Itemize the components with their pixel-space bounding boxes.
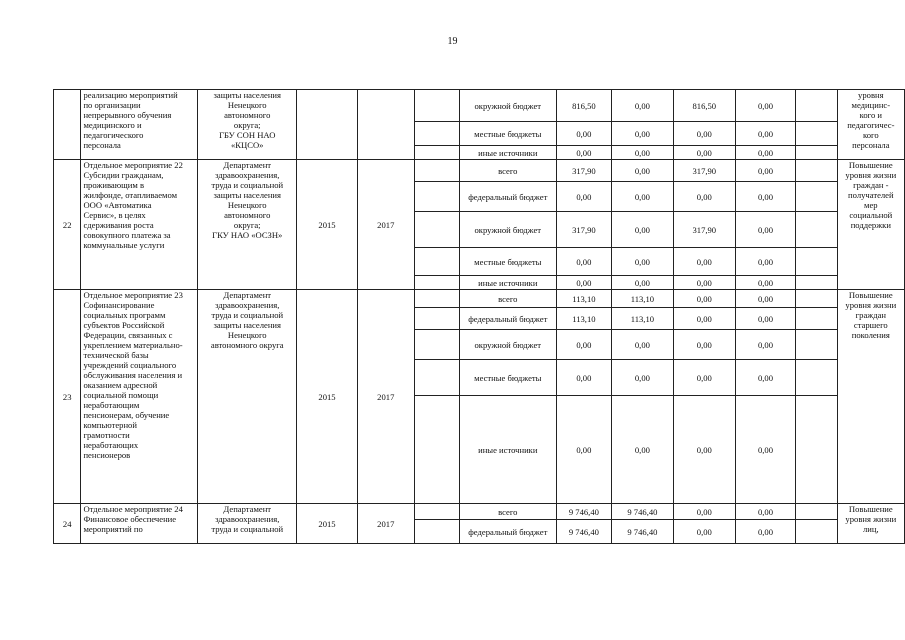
spacer-cell	[796, 146, 837, 160]
spacer-cell	[796, 90, 837, 122]
funding-total: 0,00	[556, 182, 611, 212]
executor-line: труда и социальной	[211, 180, 284, 190]
spacer-cell	[415, 290, 460, 308]
activity-description-line: Отдельное мероприятие 22	[83, 160, 183, 170]
executor-line: труда и социальной	[211, 524, 284, 534]
funding-2016: 816,50	[673, 90, 735, 122]
activity-description-line: укреплением материально-	[83, 340, 183, 350]
spacer-cell	[415, 146, 460, 160]
expected-result	[837, 90, 904, 160]
funding-total: 0,00	[556, 248, 611, 276]
end-year: 2017	[357, 290, 415, 504]
activity-description-line: неработающим	[83, 400, 140, 410]
funding-source: всего	[459, 504, 556, 520]
funding-2016: 317,90	[673, 212, 735, 248]
funding-2015: 0,00	[611, 248, 673, 276]
funding-2016: 0,00	[673, 520, 735, 544]
spacer-cell	[415, 504, 460, 520]
end-year: 2017	[357, 160, 415, 290]
activity-description-line: пенсионерам, обучение	[83, 410, 170, 420]
funding-total: 0,00	[556, 360, 611, 396]
activity-description-line: неработающих	[83, 440, 139, 450]
funding-2015: 0,00	[611, 212, 673, 248]
executor-line: Ненецкого	[227, 200, 267, 210]
funding-2016: 0,00	[673, 146, 735, 160]
expected-result-line: мер	[864, 200, 878, 210]
table-body	[54, 90, 905, 544]
spacer-cell	[415, 90, 460, 122]
funding-2015: 113,10	[611, 308, 673, 330]
funding-2016: 0,00	[673, 504, 735, 520]
funding-2015: 0,00	[611, 182, 673, 212]
funding-2016: 0,00	[673, 276, 735, 290]
executor-line: Департамент	[223, 290, 272, 300]
executor-line: Департамент	[223, 160, 272, 170]
expected-result-line: уровня	[858, 90, 884, 100]
funding-2016: 0,00	[673, 122, 735, 146]
activity-description-line: Федерации, связанных с	[83, 330, 173, 340]
funding-2017: 0,00	[735, 122, 796, 146]
spacer-cell	[415, 360, 460, 396]
executor-line: защиты населения	[213, 90, 281, 100]
funding-2016: 0,00	[673, 248, 735, 276]
expected-result-line: Повышение	[848, 504, 893, 514]
executor-line: округа;	[233, 120, 261, 130]
funding-2017: 0,00	[735, 308, 796, 330]
spacer-cell	[796, 290, 837, 308]
funding-2015: 9 746,40	[611, 520, 673, 544]
funding-2017: 0,00	[735, 182, 796, 212]
executor-line: округа;	[233, 220, 261, 230]
funding-2015: 9 746,40	[611, 504, 673, 520]
spacer-cell	[415, 122, 460, 146]
funding-2016: 0,00	[673, 360, 735, 396]
activity-description-line: совокупного платежа за	[83, 230, 171, 240]
funding-total: 317,90	[556, 212, 611, 248]
funding-source: окружной бюджет	[459, 90, 556, 122]
expected-result-line: поколения	[851, 330, 890, 340]
spacer-cell	[796, 360, 837, 396]
activity-description	[81, 504, 198, 544]
activity-description-line: по организации	[83, 100, 141, 110]
funding-2015: 0,00	[611, 90, 673, 122]
spacer-cell	[796, 308, 837, 330]
funding-2017: 0,00	[735, 160, 796, 182]
expected-result-line: социальной	[849, 210, 893, 220]
funding-2015: 0,00	[611, 146, 673, 160]
activity-description-line: технической базы	[83, 350, 149, 360]
funding-source: федеральный бюджет	[459, 182, 556, 212]
spacer-cell	[796, 122, 837, 146]
expected-result-line: старшего	[853, 320, 888, 330]
funding-2017: 0,00	[735, 276, 796, 290]
expected-result	[837, 160, 904, 290]
spacer-cell	[415, 308, 460, 330]
funding-2015: 0,00	[611, 276, 673, 290]
spacer-cell	[415, 396, 460, 504]
spacer-cell	[415, 276, 460, 290]
spacer-cell	[415, 330, 460, 360]
funding-total: 113,10	[556, 290, 611, 308]
funding-source: иные источники	[459, 396, 556, 504]
activity-description-line: Отдельное мероприятие 23	[83, 290, 183, 300]
funding-2015: 0,00	[611, 360, 673, 396]
activity-description-line: оказанием адресной	[83, 380, 158, 390]
row-number	[54, 90, 81, 160]
funding-total: 0,00	[556, 396, 611, 504]
spacer-cell	[796, 276, 837, 290]
funding-total: 0,00	[556, 330, 611, 360]
activity-description	[81, 160, 198, 290]
start-year: 2015	[297, 504, 357, 544]
executor-line: здравоохранения,	[215, 300, 280, 310]
activity-description-line: сдерживания роста	[83, 220, 154, 230]
expected-result-line: поддержки	[850, 220, 891, 230]
spacer-cell	[796, 504, 837, 520]
funding-2017: 0,00	[735, 360, 796, 396]
row-number: 24	[54, 504, 81, 544]
funding-2017: 0,00	[735, 504, 796, 520]
start-year: 2015	[297, 160, 357, 290]
spacer-cell	[796, 396, 837, 504]
activity-description-line: непрерывного обучения	[83, 110, 172, 120]
activity-description-line: учреждений социального	[83, 360, 177, 370]
spacer-cell	[415, 212, 460, 248]
funding-source: окружной бюджет	[459, 212, 556, 248]
table-row	[54, 160, 905, 182]
executor-line: автономного	[224, 110, 271, 120]
funding-total: 113,10	[556, 308, 611, 330]
activity-description-line: персонала	[83, 140, 121, 150]
expected-result-line: кого	[862, 130, 879, 140]
funding-2016: 0,00	[673, 308, 735, 330]
funding-total: 9 746,40	[556, 520, 611, 544]
row-number: 23	[54, 290, 81, 504]
funding-2016: 0,00	[673, 330, 735, 360]
executor-line: ГБУ СОН НАО	[219, 130, 276, 140]
table-row	[54, 290, 905, 308]
funding-2017: 0,00	[735, 212, 796, 248]
activity-description-line: Сервис», в целях	[83, 210, 146, 220]
spacer-cell	[796, 182, 837, 212]
expected-result-line: получателей	[848, 190, 894, 200]
executor-line: защиты населения	[213, 190, 281, 200]
expected-result-line: граждан -	[853, 180, 889, 190]
spacer-cell	[796, 330, 837, 360]
page-number: 19	[447, 36, 458, 47]
activity-description	[81, 90, 198, 160]
funding-2015: 0,00	[611, 122, 673, 146]
activity-description-line: компьютерной	[83, 420, 137, 430]
end-year	[357, 90, 415, 160]
expected-result-line: уровня жизни	[845, 514, 897, 524]
funding-source: федеральный бюджет	[459, 520, 556, 544]
funding-2015: 0,00	[611, 160, 673, 182]
table-row	[54, 504, 905, 520]
expected-result-line: граждан	[855, 310, 886, 320]
spacer-cell	[796, 160, 837, 182]
funding-source: местные бюджеты	[459, 122, 556, 146]
executor	[198, 160, 297, 290]
spacer-cell	[415, 248, 460, 276]
expected-result-line: медицинс-	[851, 100, 891, 110]
activity-description-line: проживающим в	[83, 180, 145, 190]
activity-description-line: жилфонде, отапливаемом	[83, 190, 178, 200]
executor	[198, 504, 297, 544]
table-row	[54, 90, 905, 122]
program-funding-table	[53, 89, 905, 544]
spacer-cell	[415, 182, 460, 212]
funding-total: 816,50	[556, 90, 611, 122]
activity-description-line: обслуживания населения и	[83, 370, 183, 380]
activity-description-line: медицинского и	[83, 120, 142, 130]
activity-description-line: социальных программ	[83, 310, 166, 320]
expected-result	[837, 504, 904, 544]
expected-result-line: лиц,	[862, 524, 879, 534]
executor-line: автономного	[224, 210, 271, 220]
activity-description-line: ООО «Автоматика	[83, 200, 152, 210]
activity-description-line: Финансовое обеспечение	[83, 514, 177, 524]
expected-result-line: педагогичес-	[847, 120, 895, 130]
activity-description-line: Софинансирование	[83, 300, 155, 310]
expected-result-line: уровня жизни	[845, 170, 897, 180]
activity-description-line: пенсионеров	[83, 450, 131, 460]
funding-2016: 0,00	[673, 396, 735, 504]
executor-line: труда и социальной	[211, 310, 284, 320]
expected-result-line: персонала	[852, 140, 890, 150]
funding-source: местные бюджеты	[459, 248, 556, 276]
funding-total: 0,00	[556, 276, 611, 290]
spacer-cell	[415, 520, 460, 544]
executor-line: Ненецкого	[227, 100, 267, 110]
start-year	[297, 90, 357, 160]
activity-description-line: мероприятий по	[83, 524, 143, 534]
executor-line: автономного округа	[210, 340, 284, 350]
expected-result-line: Повышение	[848, 290, 893, 300]
funding-2015: 113,10	[611, 290, 673, 308]
expected-result-line: кого и	[859, 110, 882, 120]
funding-total: 0,00	[556, 146, 611, 160]
row-number: 22	[54, 160, 81, 290]
funding-total: 317,90	[556, 160, 611, 182]
start-year: 2015	[297, 290, 357, 504]
funding-2017: 0,00	[735, 290, 796, 308]
activity-description	[81, 290, 198, 504]
executor-line: Департамент	[223, 504, 272, 514]
funding-total: 9 746,40	[556, 504, 611, 520]
activity-description-line: грамотности	[83, 430, 130, 440]
expected-result-line: уровня жизни	[845, 300, 897, 310]
funding-2017: 0,00	[735, 396, 796, 504]
executor	[198, 90, 297, 160]
activity-description-line: субъектов Российской	[83, 320, 165, 330]
activity-description-line: коммунальные услуги	[83, 240, 165, 250]
funding-2017: 0,00	[735, 90, 796, 122]
activity-description-line: педагогического	[83, 130, 144, 140]
funding-source: иные источники	[459, 276, 556, 290]
activity-description-line: реализацию мероприятий	[83, 90, 178, 100]
spacer-cell	[415, 160, 460, 182]
executor-line: ГКУ НАО «ОСЗН»	[212, 230, 283, 240]
executor	[198, 290, 297, 504]
funding-source: всего	[459, 290, 556, 308]
executor-line: «КЦСО»	[231, 140, 264, 150]
executor-line: здравоохранения,	[215, 170, 280, 180]
spacer-cell	[796, 212, 837, 248]
funding-source: иные источники	[459, 146, 556, 160]
funding-2015: 0,00	[611, 330, 673, 360]
executor-line: Ненецкого	[227, 330, 267, 340]
funding-source: всего	[459, 160, 556, 182]
activity-description-line: социальной помощи	[83, 390, 159, 400]
executor-line: здравоохранения,	[215, 514, 280, 524]
funding-2015: 0,00	[611, 396, 673, 504]
funding-2016: 0,00	[673, 182, 735, 212]
funding-source: окружной бюджет	[459, 330, 556, 360]
funding-2016: 0,00	[673, 290, 735, 308]
funding-source: федеральный бюджет	[459, 308, 556, 330]
spacer-cell	[796, 520, 837, 544]
expected-result-line: Повышение	[848, 160, 893, 170]
funding-2017: 0,00	[735, 146, 796, 160]
spacer-cell	[796, 248, 837, 276]
funding-2017: 0,00	[735, 330, 796, 360]
end-year: 2017	[357, 504, 415, 544]
funding-2017: 0,00	[735, 520, 796, 544]
activity-description-line: Отдельное мероприятие 24	[83, 504, 183, 514]
funding-2016: 317,90	[673, 160, 735, 182]
funding-2017: 0,00	[735, 248, 796, 276]
executor-line: защиты населения	[213, 320, 281, 330]
expected-result	[837, 290, 904, 504]
activity-description-line: Субсидии гражданам,	[83, 170, 164, 180]
funding-total: 0,00	[556, 122, 611, 146]
funding-source: местные бюджеты	[459, 360, 556, 396]
